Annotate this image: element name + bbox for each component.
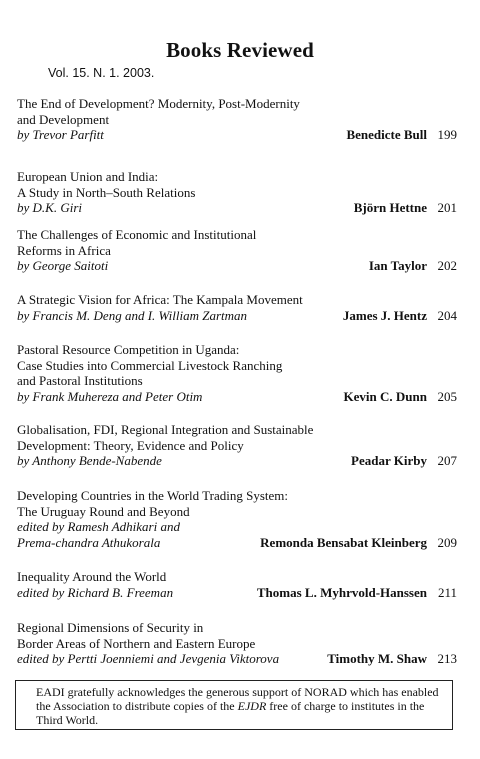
reviewer-and-page bbox=[354, 200, 457, 216]
book-author: edited by Richard B. Freeman bbox=[17, 584, 174, 600]
review-entry bbox=[17, 292, 457, 323]
reviewer-and-page bbox=[369, 258, 457, 274]
page-number: 211 bbox=[437, 584, 457, 600]
notice-text: EADI gratefully acknowledges the generous support of NORAD which has enabled the Association to distribute copies of the bbox=[36, 685, 439, 713]
book-title-line: Case Studies into Commercial Livestock Ranching bbox=[17, 357, 283, 373]
journal-name: EJDR bbox=[237, 699, 267, 713]
acknowledgement-box bbox=[15, 680, 453, 730]
review-entry bbox=[17, 96, 457, 143]
reviewer-name: Thomas L. Myhrvold-Hanssen bbox=[256, 584, 427, 600]
review-entry bbox=[17, 620, 457, 667]
book-author: by D.K. Giri bbox=[17, 200, 82, 216]
reviewer-and-page bbox=[346, 127, 457, 143]
reviewer-name: Timothy M. Shaw bbox=[327, 651, 427, 667]
review-entry bbox=[17, 422, 457, 469]
book-title-line: Globalisation, FDI, Regional Integration and Sustainable bbox=[17, 422, 314, 437]
book-title-line: Inequality Around the World bbox=[17, 569, 167, 584]
entry-footer bbox=[17, 651, 457, 667]
book-editor-line: edited by Ramesh Adhikari and bbox=[17, 519, 180, 535]
reviewer-name: James J. Hentz bbox=[342, 307, 427, 323]
book-title-line: A Strategic Vision for Africa: The Kampala Movement bbox=[17, 292, 303, 307]
review-entry bbox=[17, 488, 457, 550]
page-number: 202 bbox=[437, 258, 457, 274]
reviewer-and-page bbox=[344, 389, 457, 405]
reviewer-name: Remonda Bensabat Kleinberg bbox=[260, 534, 427, 550]
book-title-line: A Study in North–South Relations bbox=[17, 184, 196, 200]
entry-footer bbox=[17, 127, 457, 143]
book-author: Prema-chandra Athukorala bbox=[17, 534, 161, 550]
book-title-line: The Challenges of Economic and Institutional bbox=[17, 227, 257, 242]
reviewer-name: Peadar Kirby bbox=[351, 453, 427, 469]
page-number: 209 bbox=[437, 534, 457, 550]
book-author: by Francis M. Deng and I. William Zartman bbox=[17, 307, 248, 323]
entry-footer bbox=[17, 258, 457, 274]
book-title-line: Border Areas of Northern and Eastern Europe bbox=[17, 635, 256, 651]
book-title-line: Regional Dimensions of Security in bbox=[17, 620, 204, 635]
book-title-line: Pastoral Resource Competition in Uganda: bbox=[17, 342, 240, 357]
review-entry bbox=[17, 569, 457, 600]
reviewer-name: Björn Hettne bbox=[353, 200, 427, 216]
book-author: by Trevor Parfitt bbox=[17, 127, 104, 143]
book-title-line: The End of Development? Modernity, Post-Modernity bbox=[17, 96, 300, 111]
book-title-line: The Uruguay Round and Beyond bbox=[17, 503, 190, 519]
reviewer-and-page bbox=[327, 651, 457, 667]
volume-info: Vol. 15. N. 1. 2003. bbox=[48, 66, 155, 80]
reviewer-and-page bbox=[260, 535, 457, 551]
book-author: edited by Pertti Joenniemi and Jevgenia Viktorova bbox=[17, 651, 280, 667]
reviewer-name: Kevin C. Dunn bbox=[343, 388, 427, 404]
entry-footer bbox=[17, 535, 457, 551]
page-number: 204 bbox=[437, 307, 457, 323]
reviewer-and-page bbox=[343, 308, 457, 324]
entry-footer bbox=[17, 308, 457, 324]
page-title: Books Reviewed bbox=[166, 38, 314, 62]
page-number: 207 bbox=[437, 453, 457, 469]
entry-footer bbox=[17, 585, 457, 601]
page-number: 205 bbox=[437, 388, 457, 404]
reviewer-name: Benedicte Bull bbox=[346, 127, 427, 143]
book-title-line: and Development bbox=[17, 111, 110, 127]
book-title-line: Development: Theory, Evidence and Policy bbox=[17, 437, 244, 453]
reviewer-and-page bbox=[257, 585, 457, 601]
book-title-line: and Pastoral Institutions bbox=[17, 373, 143, 389]
book-author: by Anthony Bende-Nabende bbox=[17, 453, 162, 469]
reviewer-name: Ian Taylor bbox=[368, 258, 427, 274]
book-title-line: European Union and India: bbox=[17, 169, 159, 184]
notice-text-end: free of charge to institutes in the Third World. bbox=[36, 699, 425, 727]
page-number: 201 bbox=[437, 200, 457, 216]
book-title-line: Reforms in Africa bbox=[17, 242, 111, 258]
entry-footer bbox=[17, 389, 457, 405]
review-entry bbox=[17, 342, 457, 404]
reviewer-and-page bbox=[351, 453, 457, 469]
entry-footer bbox=[17, 200, 457, 216]
book-author: by Frank Muhereza and Peter Otim bbox=[17, 388, 203, 404]
review-entry bbox=[17, 227, 457, 274]
page-number: 213 bbox=[437, 651, 457, 667]
entry-footer bbox=[17, 453, 457, 469]
book-title-line: Developing Countries in the World Trading System: bbox=[17, 488, 288, 503]
book-author: by George Saitoti bbox=[17, 258, 109, 274]
review-entry bbox=[17, 169, 457, 216]
page-number: 199 bbox=[437, 127, 457, 143]
